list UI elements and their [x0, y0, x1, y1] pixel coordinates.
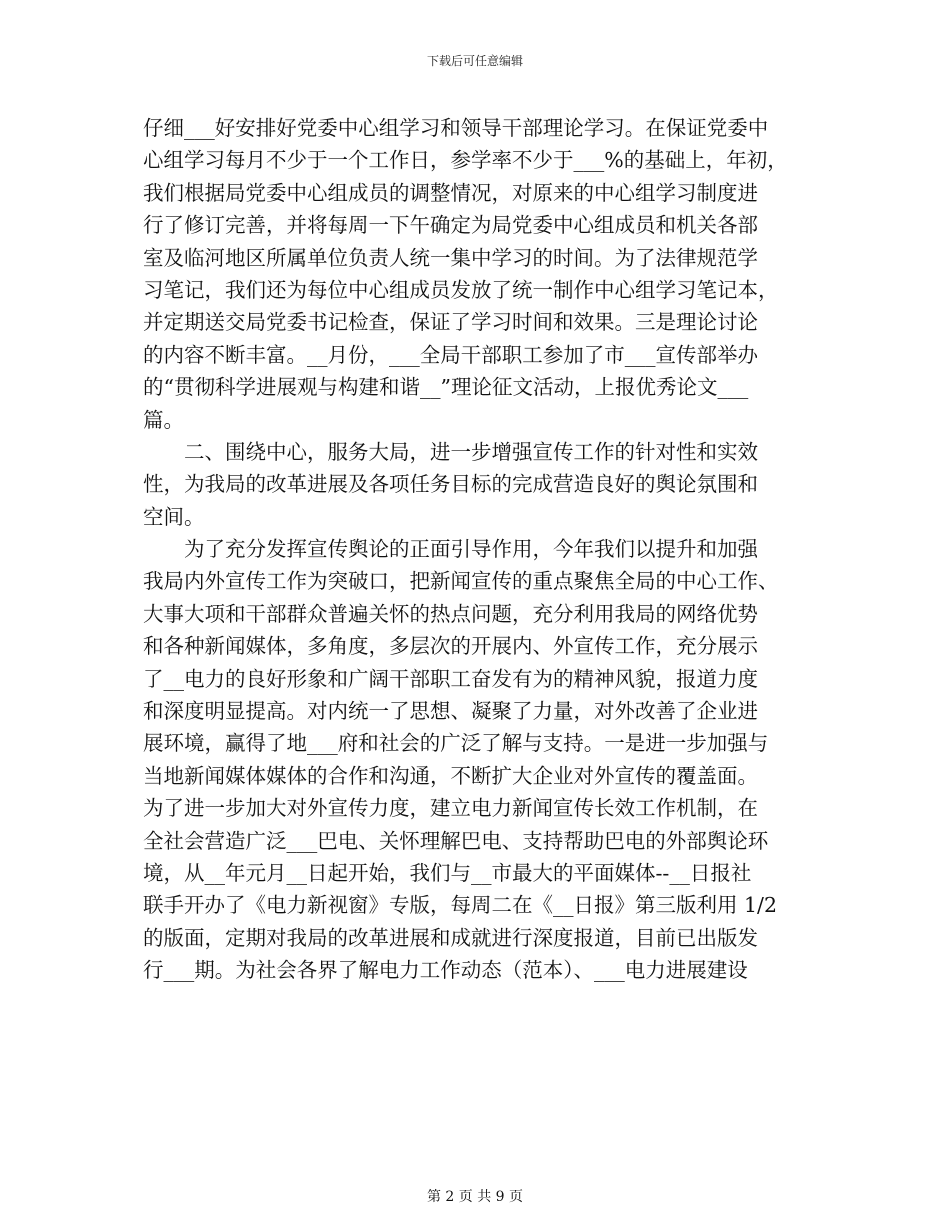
text-line: 空间。 — [143, 504, 205, 529]
paragraph-3 — [143, 533, 807, 986]
text-line: 二、围绕中心，服务大局，进一步增强宣传工作的针对性和实效 — [143, 439, 758, 464]
text-line: 为了充分发挥宣传舆论的正面引导作用，今年我们以提升和加强 — [143, 537, 758, 562]
page-header: 下载后可任意编辑 — [426, 54, 523, 68]
text-line: 室及临河地区所属单位负责人统一集中学习的时间。为了法律规范学 — [143, 245, 758, 270]
document-body — [143, 112, 807, 987]
text-line: 行了修订完善，并将每周一下午确定为局党委中心组成员和机关各部 — [143, 213, 758, 238]
text-line: 习笔记，我们还为每位中心组成员发放了统一制作中心组学习笔记本， — [143, 277, 779, 302]
text-line: 性，为我局的改革进展及各项任务目标的完成营造良好的舆论氛围和 — [143, 472, 758, 497]
text-line: 联手开办了《电力新视窗》专版，每周二在《__日报》第三版利用 1/2 — [143, 893, 778, 918]
text-line: 为了进一步加大对外宣传力度，建立电力新闻宣传长效工作机制，在 — [143, 796, 758, 821]
page-number-footer: 第 2 页 共 9 页 — [426, 1189, 524, 1205]
text-line: 当地新闻媒体媒体的合作和沟通，不断扩大企业对外宣传的覆盖面。 — [143, 763, 758, 788]
text-line: 展环境，赢得了地___府和社会的广泛了解与支持。一是进一步加强与 — [143, 731, 769, 756]
text-line: 了__电力的良好形象和广阔干部职工奋发有为的精神风貌，报道力度 — [143, 666, 758, 691]
text-line: 大事大项和干部群众普遍关怀的热点问题，充分利用我局的网络优势 — [143, 601, 758, 626]
text-line: 境，从__年元月__日起开始，我们与__市最大的平面媒体--__日报社 — [143, 860, 752, 885]
text-line: 的内容不断丰富。__月份，___全局干部职工参加了市___宣传部举办 — [143, 342, 758, 367]
text-line: 行___期。为社会各界了解电力工作动态（范本）、___电力进展建设 — [143, 958, 748, 983]
text-line: 和深度明显提高。对内统一了思想、凝聚了力量，对外改善了企业进 — [143, 699, 758, 724]
text-line: 我们根据局党委中心组成员的调整情况，对原来的中心组学习制度进 — [143, 180, 758, 205]
text-line: 的版面，定期对我局的改革进展和成就进行深度报道，目前已出版发 — [143, 925, 758, 950]
text-line: 篇。 — [143, 407, 184, 432]
paragraph-2-heading — [143, 436, 807, 533]
text-line: 仔细___好安排好党委中心组学习和领导干部理论学习。在保证党委中 — [143, 116, 769, 140]
text-line: 的“贯彻科学进展观与构建和谐__”理论征文活动，上报优秀论文___ — [143, 375, 749, 400]
paragraph-1 — [143, 112, 807, 436]
text-line: 和各种新闻媒体，多角度，多层次的开展内、外宣传工作，充分展示 — [143, 634, 758, 659]
text-line: 并定期送交局党委书记检查，保证了学习时间和效果。三是理论讨论 — [143, 310, 758, 335]
text-line: 心组学习每月不少于一个工作日，参学率不少于___%的基础上，年初， — [143, 148, 788, 173]
text-line: 我局内外宣传工作为突破口，把新闻宣传的重点聚焦全局的中心工作、 — [143, 569, 779, 594]
text-line: 全社会营造广泛___巴电、关怀理解巴电、支持帮助巴电的外部舆论环 — [143, 828, 769, 853]
